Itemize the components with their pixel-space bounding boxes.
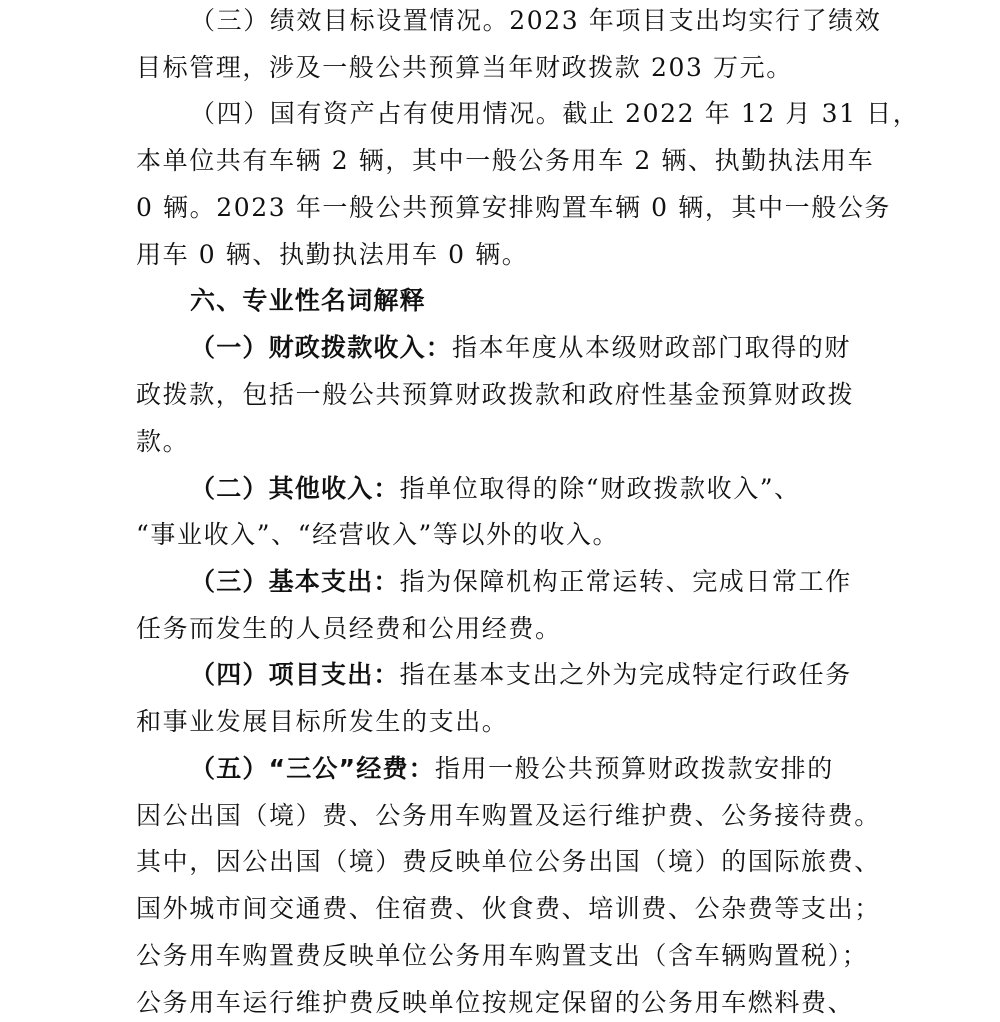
definition-text: 指单位取得的除“财政拨款收入”、	[399, 474, 801, 503]
definition-line: 和事业发展目标所发生的支出。	[136, 707, 509, 736]
definition-term: （一）财政拨款收入：	[190, 333, 453, 362]
definition-term: （五）“三公”经费：	[190, 754, 435, 783]
paragraph-line: （三）绩效目标设置情况。2023 年项目支出均实行了绩效	[190, 6, 882, 35]
definition-line: 因公出国（境）费、公务用车购置及运行维护费、公务接待费。	[136, 801, 881, 830]
definition-term: （四）项目支出：	[190, 660, 400, 689]
definition-line: 公务用车运行维护费反映单位按规定保留的公务用车燃料费、	[136, 988, 855, 1017]
definition-line: 任务而发生的人员经费和公用经费。	[136, 614, 562, 643]
definition-text: 指为保障机构正常运转、完成日常工作	[399, 567, 852, 596]
definition-text: 指本年度从本级财政部门取得的财	[452, 333, 852, 362]
definition-line	[190, 660, 852, 690]
paragraph-line: 本单位共有车辆 2 辆，其中一般公务用车 2 辆、执勤执法用车	[136, 146, 875, 175]
paragraph-line: 0 辆。2023 年一般公共预算安排购置车辆 0 辆，其中一般公务	[136, 193, 892, 222]
definition-line	[190, 754, 834, 784]
definition-line: 公务用车购置费反映单位公务用车购置支出（含车辆购置税）；	[136, 941, 869, 970]
definition-line: 款。	[136, 427, 190, 456]
paragraph-line: （四）国有资产占有使用情况。截止 2022 年 12 月 31 日，	[190, 99, 920, 128]
definition-line: 国外城市间交通费、住宿费、伙食费、培训费、公杂费等支出；	[136, 894, 881, 923]
section-heading: 六、专业性名词解释	[190, 286, 426, 315]
definition-line	[190, 333, 851, 363]
definition-term: （三）基本支出：	[190, 567, 400, 596]
definition-line	[190, 567, 852, 597]
paragraph-line: 用车 0 辆、执勤执法用车 0 辆。	[136, 240, 529, 269]
definition-line: “事业收入”、“经营收入”等以外的收入。	[136, 520, 620, 549]
definition-line: 其中，因公出国（境）费反映单位公务出国（境）的国际旅费、	[136, 847, 881, 876]
definition-line	[190, 474, 801, 504]
definition-term: （二）其他收入：	[190, 474, 400, 503]
definition-text: 指在基本支出之外为完成特定行政任务	[399, 660, 852, 689]
definition-text: 指用一般公共预算财政拨款安排的	[434, 754, 834, 783]
paragraph-line: 目标管理，涉及一般公共预算当年财政拨款 203 万元。	[136, 53, 793, 82]
definition-line: 政拨款，包括一般公共预算财政拨款和政府性基金预算财政拨	[136, 380, 855, 409]
